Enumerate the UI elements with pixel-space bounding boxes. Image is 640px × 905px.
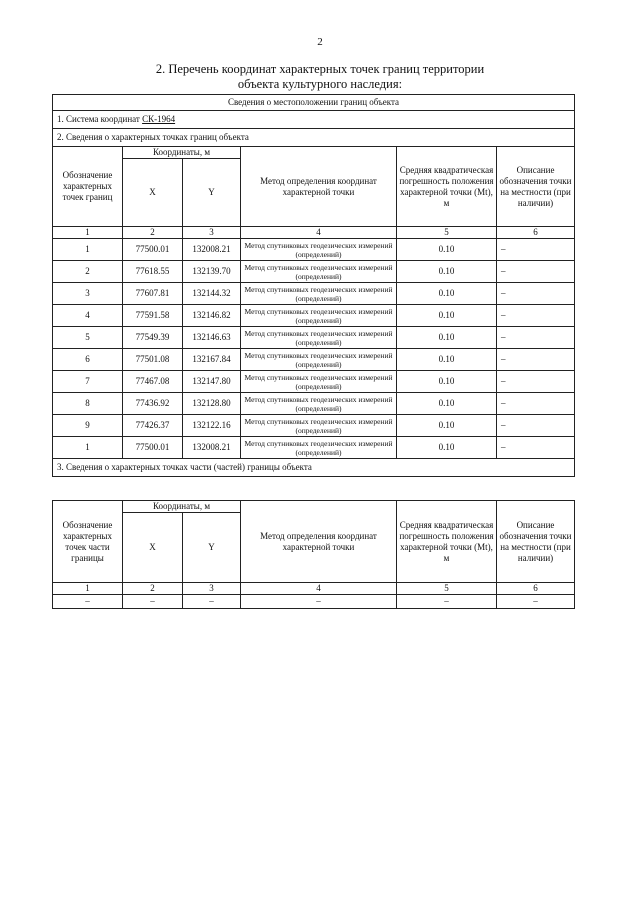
row-point-id: 1 [53,239,123,261]
row-description: – [497,437,575,459]
column-number: 5 [397,583,497,595]
part-cell: – [497,595,575,609]
row-method: Метод спутниковых геодезических измерений (определений) [241,283,397,305]
row-y: 132146.82 [183,305,241,327]
table-row [53,371,575,393]
part-cell: – [123,595,183,609]
row-description: – [497,239,575,261]
section-3-title: 3. Сведения о характерных точках части (частей) границы объекта [53,459,575,477]
part-cell: – [241,595,397,609]
column-number: 4 [241,227,397,239]
row-method: Метод спутниковых геодезических измерений (определений) [241,349,397,371]
column-number: 6 [497,227,575,239]
header-method: Метод определения координат характерной точки [241,147,397,227]
row-y: 132008.21 [183,239,241,261]
table-row [53,261,575,283]
row-y: 132167.84 [183,349,241,371]
row-x: 77618.55 [123,261,183,283]
column-number: 4 [241,583,397,595]
row-point-id: 3 [53,283,123,305]
page-number: 2 [317,36,323,48]
part-cell: – [183,595,241,609]
row-description: – [497,327,575,349]
row-y: 132144.32 [183,283,241,305]
header-description-part: Описание обозначения точки на местности (при наличии) [497,501,575,583]
row-error: 0.10 [397,239,497,261]
coordinates-table [52,94,575,477]
row-x: 77500.01 [123,437,183,459]
row-method: Метод спутниковых геодезических измерений (определений) [241,393,397,415]
row-error: 0.10 [397,437,497,459]
column-number: 5 [397,227,497,239]
row-point-id: 9 [53,415,123,437]
row-y: 132147.80 [183,371,241,393]
row-method: Метод спутниковых геодезических измерений (определений) [241,239,397,261]
section-header: Сведения о местоположении границ объекта [53,95,575,111]
row-description: – [497,305,575,327]
row-description: – [497,283,575,305]
column-numbers-row-part [53,583,575,595]
header-coordinates: Координаты, м [123,147,241,159]
header-y-part: Y [183,513,241,583]
part-coordinates-table [52,500,575,609]
column-number: 3 [183,583,241,595]
column-number: 2 [123,583,183,595]
row-point-id: 7 [53,371,123,393]
title-line-1: 2. Перечень координат характерных точек границ территории [155,62,485,76]
part-cell: – [397,595,497,609]
row-point-id: 6 [53,349,123,371]
row-x: 77436.92 [123,393,183,415]
row-point-id: 8 [53,393,123,415]
header-method-part: Метод определения координат характерной точки [241,501,397,583]
row-error: 0.10 [397,283,497,305]
row-error: 0.10 [397,393,497,415]
row-error: 0.10 [397,305,497,327]
part-row [53,595,575,609]
row-method: Метод спутниковых геодезических измерений (определений) [241,415,397,437]
header-y: Y [183,159,241,227]
header-point-designation-part: Обозначение характерных точек части границы [53,501,123,583]
row-error: 0.10 [397,371,497,393]
row-error: 0.10 [397,349,497,371]
row-point-id: 2 [53,261,123,283]
row-description: – [497,261,575,283]
row-y: 132139.70 [183,261,241,283]
row-x: 77549.39 [123,327,183,349]
column-number: 1 [53,583,123,595]
document-title [120,62,520,92]
row-method: Метод спутниковых геодезических измерений (определений) [241,327,397,349]
table-row [53,393,575,415]
table-row [53,349,575,371]
column-number: 6 [497,583,575,595]
header-x-part: X [123,513,183,583]
row-description: – [497,393,575,415]
row-method: Метод спутниковых геодезических измерений (определений) [241,305,397,327]
table-row [53,283,575,305]
row-description: – [497,415,575,437]
row-point-id: 1 [53,437,123,459]
row-y: 132146.63 [183,327,241,349]
row-x: 77426.37 [123,415,183,437]
row-method: Метод спутниковых геодезических измерений (определений) [241,261,397,283]
column-number: 2 [123,227,183,239]
column-number: 1 [53,227,123,239]
part-cell: – [53,595,123,609]
header-point-designation: Обозначение характерных точек границ [53,147,123,227]
row-error: 0.10 [397,261,497,283]
header-error: Средняя квадратическая погрешность положения характерной точки (Mt), м [397,147,497,227]
row-y: 132122.16 [183,415,241,437]
header-description: Описание обозначения точки на местности (при наличии) [497,147,575,227]
row-error: 0.10 [397,415,497,437]
row-y: 132128.80 [183,393,241,415]
row-x: 77467.08 [123,371,183,393]
title-line-2: объекта культурного наследия: [237,77,403,91]
column-number: 3 [183,227,241,239]
row-error: 0.10 [397,327,497,349]
header-coordinates-part: Координаты, м [123,501,241,513]
table-row [53,305,575,327]
coord-system-row [53,111,575,129]
header-x: X [123,159,183,227]
row-y: 132008.21 [183,437,241,459]
row-point-id: 4 [53,305,123,327]
table-row [53,415,575,437]
row-point-id: 5 [53,327,123,349]
row-x: 77500.01 [123,239,183,261]
header-error-part: Средняя квадратическая погрешность положения характерной точки (Mt), м [397,501,497,583]
coord-system-value: СК-1964 [142,114,176,124]
row-description: – [497,349,575,371]
table-row [53,437,575,459]
row-method: Метод спутниковых геодезических измерений (определений) [241,437,397,459]
coord-system-label: 1. Система координат [57,114,140,124]
section-2-title: 2. Сведения о характерных точках границ объекта [53,129,575,147]
row-x: 77607.81 [123,283,183,305]
table-row [53,327,575,349]
row-description: – [497,371,575,393]
row-x: 77591.58 [123,305,183,327]
row-x: 77501.08 [123,349,183,371]
column-numbers-row [53,227,575,239]
row-method: Метод спутниковых геодезических измерений (определений) [241,371,397,393]
table-row [53,239,575,261]
